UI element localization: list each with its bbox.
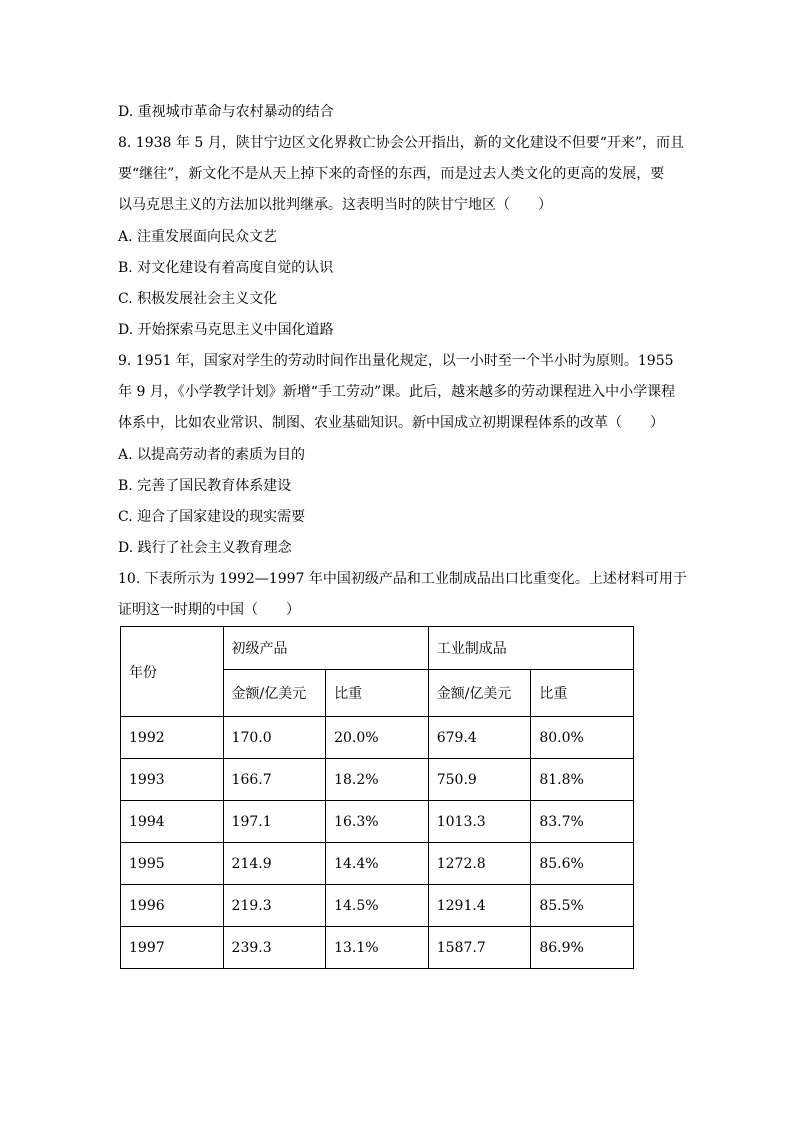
primary-share-cell: 13.1% [326,927,429,969]
q8-stem-line2: 要“继往”，新文化不是从天上掉下来的奇怪的东西，而是过去人类文化的更高的发展，要 [118,166,665,182]
table-row [121,927,634,969]
manufactured-amount-cell: 750.9 [428,759,531,801]
primary-amount-cell: 170.0 [223,717,326,759]
primary-amount-cell: 239.3 [223,927,326,969]
table-row [121,759,634,801]
manufactured-share-cell: 83.7% [531,801,634,843]
q10-stem-line1: 10. 下表所示为 1992—1997 年中国初级产品和工业制成品出口比重变化。上述材料可用于 [118,571,687,587]
manufactured-share-cell: 86.9% [531,927,634,969]
q8-stem-line3: 以马克思主义的方法加以批判继承。这表明当时的陕甘宁地区（ ） [118,197,552,213]
manufactured-share-header: 比重 [531,670,634,717]
manufactured-share-cell: 81.8% [531,759,634,801]
year-cell: 1992 [121,717,224,759]
q8-option-b: B. 对文化建设有着高度自觉的认识 [118,260,334,276]
primary-share-cell: 14.5% [326,885,429,927]
table-row [121,717,634,759]
year-cell: 1996 [121,885,224,927]
q8-option-c: C. 积极发展社会主义文化 [118,291,278,307]
q8-stem-line1: 8. 1938 年 5 月，陕甘宁边区文化界救亡协会公开指出，新的文化建设不但要“开来”，而且 [118,135,685,151]
primary-products-header: 初级产品 [223,627,428,670]
q9-option-d: D. 践行了社会主义教育理念 [118,540,292,556]
primary-amount-cell: 214.9 [223,843,326,885]
manufactured-amount-cell: 1587.7 [428,927,531,969]
year-cell: 1995 [121,843,224,885]
manufactured-share-cell: 85.6% [531,843,634,885]
manufactured-amount-cell: 1291.4 [428,885,531,927]
manufactured-amount-cell: 679.4 [428,717,531,759]
year-cell: 1997 [121,927,224,969]
primary-share-cell: 20.0% [326,717,429,759]
q8-option-a: A. 注重发展面向民众文艺 [118,229,278,245]
table-row [121,885,634,927]
manufactured-amount-header: 金额/亿美元 [428,670,531,717]
year-cell: 1993 [121,759,224,801]
q9-option-c: C. 迎合了国家建设的现实需要 [118,509,306,525]
primary-share-cell: 16.3% [326,801,429,843]
option-d-q7: D. 重视城市革命与农村暴动的结合 [118,104,334,120]
primary-share-cell: 14.4% [326,843,429,885]
q9-stem-line2: 年 9 月，《小学教学计划》新增“手工劳动”课。此后，越来越多的劳动课程进入中小学课程 [118,384,676,400]
manufactured-share-cell: 80.0% [531,717,634,759]
table-row [121,801,634,843]
q9-stem-line1: 9. 1951 年，国家对学生的劳动时间作出量化规定，以一小时至一个半小时为原则。1955 [118,353,674,369]
year-header: 年份 [121,627,224,717]
primary-share-cell: 18.2% [326,759,429,801]
manufactured-share-cell: 85.5% [531,885,634,927]
manufactured-products-header: 工业制成品 [428,627,633,670]
manufactured-amount-cell: 1272.8 [428,843,531,885]
primary-amount-cell: 166.7 [223,759,326,801]
primary-amount-header: 金额/亿美元 [223,670,326,717]
q8-option-d: D. 开始探索马克思主义中国化道路 [118,322,334,338]
q9-option-b: B. 完善了国民教育体系建设 [118,478,292,494]
primary-share-header: 比重 [326,670,429,717]
q9-stem-line3: 体系中，比如农业常识、制图、农业基础知识。新中国成立初期课程体系的改革（ ） [118,415,664,431]
manufactured-amount-cell: 1013.3 [428,801,531,843]
table-row [121,843,634,885]
primary-amount-cell: 219.3 [223,885,326,927]
year-cell: 1994 [121,801,224,843]
primary-amount-cell: 197.1 [223,801,326,843]
export-table [120,626,634,969]
q9-option-a: A. 以提高劳动者的素质为目的 [118,447,306,463]
table-header-row [121,627,634,670]
q10-stem-line2: 证明这一时期的中国（ ） [118,602,300,618]
